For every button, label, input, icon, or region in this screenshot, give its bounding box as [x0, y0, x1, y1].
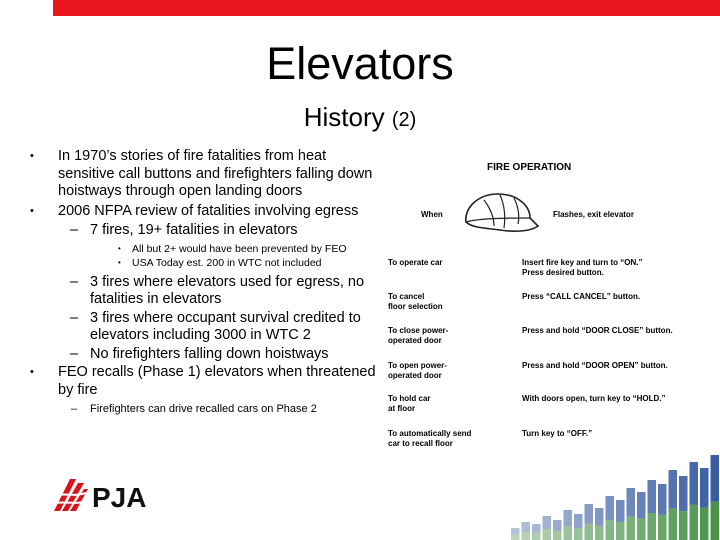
sub-bullet-item	[58, 222, 380, 240]
decorative-bar-bottom	[700, 508, 709, 540]
dash-marker: –	[69, 222, 79, 238]
row-action-2: floor selection	[388, 302, 443, 311]
decorative-bar-bottom	[606, 520, 615, 540]
decorative-bar-top	[627, 488, 636, 517]
firefighter-helmet-icon	[460, 188, 540, 238]
decorative-bar-bottom	[648, 513, 657, 540]
slide-title: Elevators	[266, 38, 454, 89]
row-action: To automatically send	[388, 429, 472, 438]
decorative-bar-top	[690, 462, 699, 505]
dash-marker: –	[69, 309, 79, 326]
row-action: To open power-	[388, 361, 447, 370]
sub-bullet-item	[58, 310, 380, 345]
decorative-bar-bottom	[595, 526, 604, 540]
sub-bullet-text: 3 fires where elevators used for egress, no fatalities in elevators	[90, 273, 365, 307]
bullet-item	[30, 364, 380, 399]
decorative-bar-bottom	[553, 531, 562, 540]
decorative-bar-bottom	[511, 535, 520, 540]
decorative-bar-top	[711, 455, 720, 502]
subtitle-main: History	[303, 102, 385, 132]
fire-operation-sign	[380, 150, 702, 455]
row-action-2: operated door	[388, 371, 442, 380]
decorative-bar-bottom	[585, 524, 594, 540]
fire-operation-title: FIRE OPERATION	[487, 162, 572, 173]
decorative-bar-top	[679, 476, 688, 511]
decorative-bar-bottom	[522, 532, 531, 540]
row-action: To close power-	[388, 326, 449, 335]
row-action-2: car to recall floor	[388, 439, 453, 448]
row-action-2: operated door	[388, 336, 442, 345]
row-action: To operate car	[388, 258, 443, 267]
sub-bullet-text: No firefighters falling down hoistways	[90, 345, 329, 362]
decorative-bar-top	[532, 524, 541, 533]
sub-bullet-text: Firefighters can drive recalled cars on Phase 2	[90, 403, 317, 415]
bullet-text: FEO recalls (Phase 1) elevators when threatened by fire	[58, 364, 376, 398]
bullet-marker: •	[30, 366, 34, 378]
bullet-marker: •	[118, 243, 121, 253]
decorative-bar-top	[564, 510, 573, 527]
decorative-bar-top	[658, 484, 667, 515]
bullet-list	[30, 148, 380, 419]
decorative-bar-bottom	[669, 509, 678, 540]
decorative-bar-top	[595, 508, 604, 526]
decorative-bar-bottom	[637, 518, 646, 540]
decorative-bar-top	[637, 492, 646, 518]
row-instruction: Press and hold “DOOR CLOSE” button.	[522, 326, 673, 335]
bullet-text: 2006 NFPA review of fatalities involving egress	[58, 202, 359, 219]
sub-bullet-item	[58, 346, 380, 364]
row-action: To cancel	[388, 292, 425, 301]
dash-marker: –	[69, 345, 79, 362]
sub-sub-bullet-text: USA Today est. 200 in WTC not included	[132, 256, 322, 269]
decorative-bar-top	[700, 468, 709, 508]
decorative-bar-bottom	[627, 517, 636, 540]
decorative-bar-bottom	[532, 533, 541, 540]
decorative-bar-bottom	[616, 522, 625, 540]
sub-bullet-text: 3 fires where occupant survival credited to elevators including 3000 in WTC 2	[90, 309, 361, 343]
sub-sub-bullet-text: All but 2+ would have been prevented by FEO	[132, 242, 347, 255]
row-instruction: With doors open, turn key to “HOLD.”	[522, 394, 666, 403]
subtitle-number: (2)	[391, 109, 417, 131]
decorative-bar-top	[585, 504, 594, 524]
sub-sub-bullet-item	[118, 256, 380, 270]
decorative-bar-top	[648, 480, 657, 513]
pja-logo-flame-icon	[54, 479, 88, 511]
row-instruction: Turn key to “OFF.”	[522, 429, 593, 438]
row-action: To hold car	[388, 394, 431, 403]
decorative-bar-top	[553, 520, 562, 531]
decorative-bar-top	[522, 522, 531, 532]
row-instruction: Insert fire key and turn to “ON.”	[522, 258, 643, 267]
dash-marker: –	[70, 403, 78, 415]
decorative-bar-bottom	[711, 502, 720, 540]
dash-marker: –	[69, 273, 79, 290]
row-instruction-2: Press desired button.	[522, 268, 604, 277]
decorative-bar-top	[511, 528, 520, 535]
fire-operation-flashes: Flashes, exit elevator	[553, 210, 634, 219]
decorative-bar-bottom	[574, 528, 583, 540]
bullet-marker: •	[118, 257, 121, 267]
sub-sub-bullet-item	[118, 242, 380, 256]
sub-bullet-text: 7 fires, 19+ fatalities in elevators	[90, 222, 298, 238]
row-instruction: Press “CALL CANCEL” button.	[522, 292, 641, 301]
fire-operation-when: When	[421, 210, 443, 219]
bullet-marker: •	[30, 150, 34, 162]
decorative-bar-top	[606, 496, 615, 520]
decorative-bar-bottom	[658, 515, 667, 540]
sub-bullet-item	[58, 401, 380, 419]
decorative-bar-top	[616, 500, 625, 522]
decorative-bar-top	[669, 470, 678, 509]
decorative-bar-bottom	[564, 527, 573, 540]
pja-logo	[52, 475, 172, 515]
decorative-bars-graphic	[510, 455, 720, 540]
sub-bullet-item	[58, 274, 380, 309]
bullet-text: In 1970’s stories of fire fatalities from heat sensitive call buttons and firefighters falling down hoistways through open landing doors	[58, 148, 373, 199]
decorative-bar-bottom	[690, 505, 699, 540]
bullet-item	[30, 203, 380, 221]
pja-logo-text: PJA	[92, 482, 147, 513]
bullet-item	[30, 148, 380, 201]
row-action-2: at floor	[388, 404, 416, 413]
slide-subtitle	[0, 102, 720, 133]
row-instruction: Press and hold “DOOR OPEN” button.	[522, 361, 668, 370]
decorative-bar-top	[543, 516, 552, 529]
decorative-bar-bottom	[543, 529, 552, 540]
top-accent-bar	[53, 0, 720, 16]
decorative-bar-bottom	[679, 511, 688, 540]
decorative-bar-top	[574, 514, 583, 528]
bullet-marker: •	[30, 204, 34, 217]
